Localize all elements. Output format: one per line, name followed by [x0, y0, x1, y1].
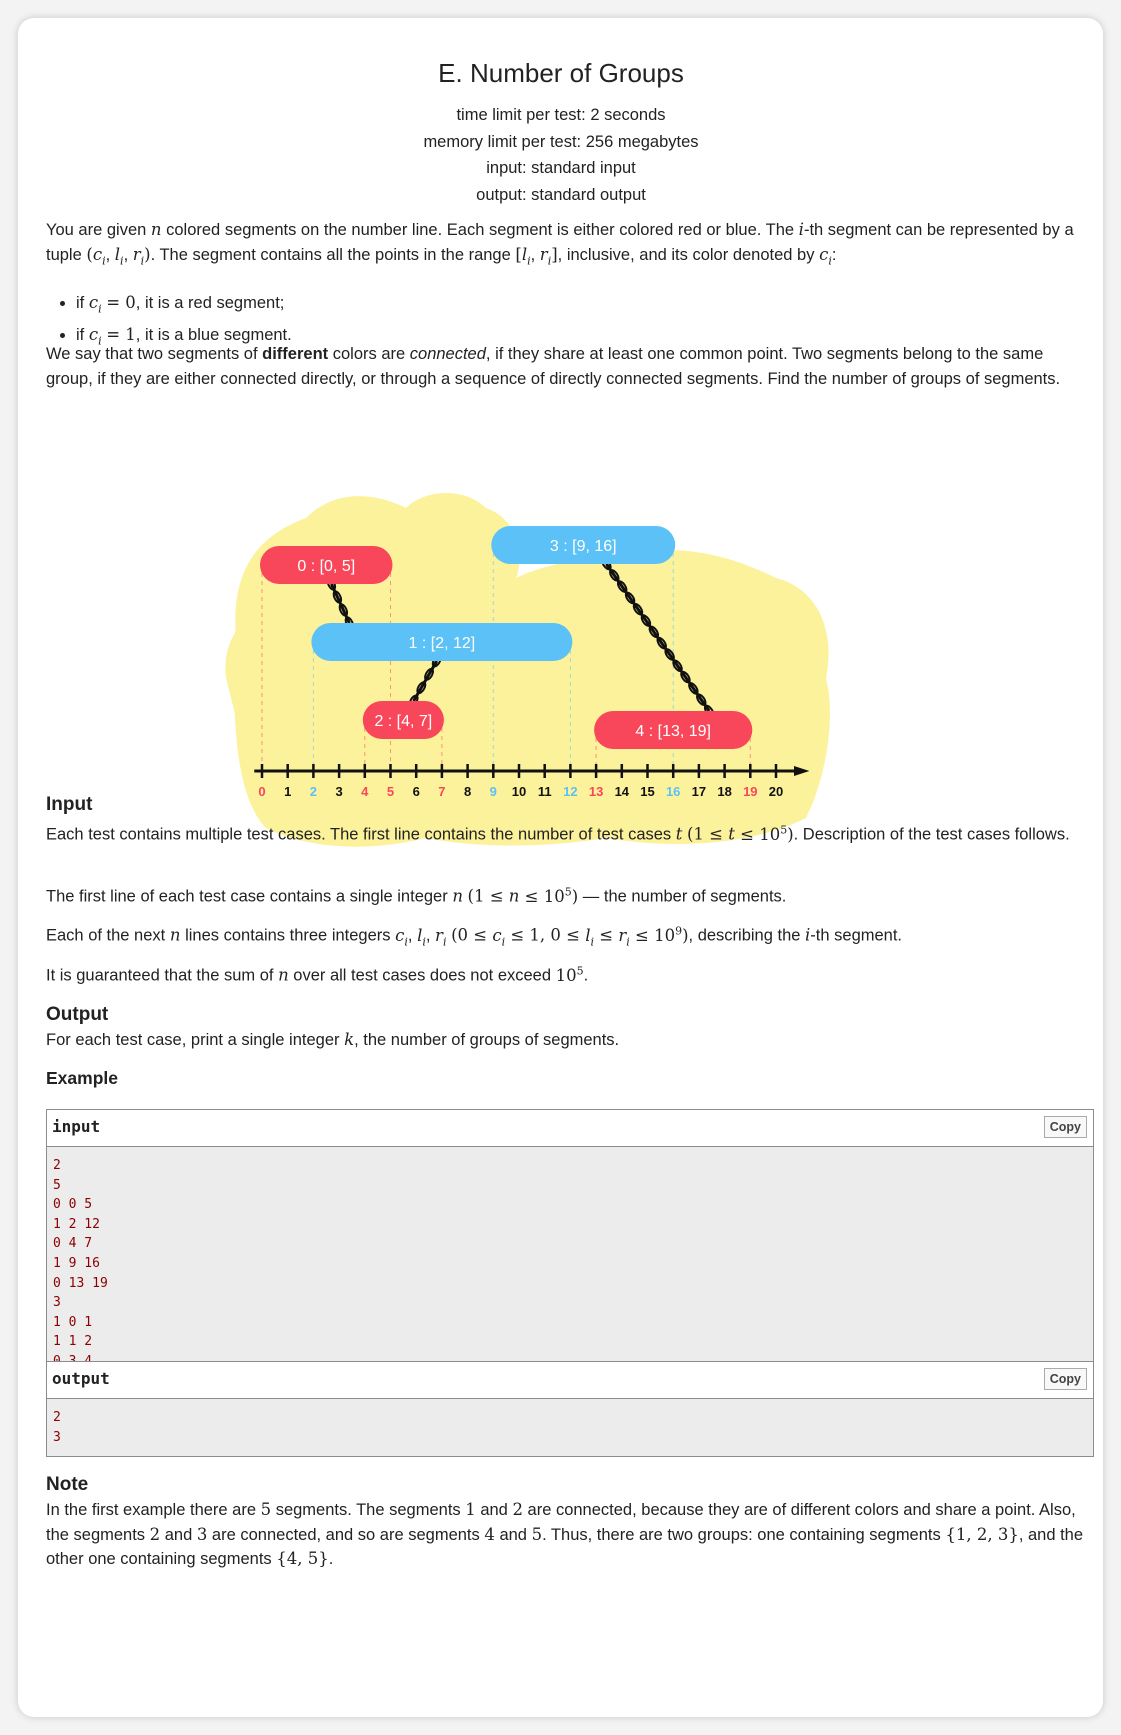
tick-label: 7 [438, 784, 446, 799]
tick-label: 14 [614, 784, 630, 799]
time-limit: time limit per test: 2 seconds [456, 106, 666, 124]
segment-label: 4 : [13, 19] [635, 723, 712, 740]
tick-label: 15 [640, 784, 655, 799]
tick-label: 12 [563, 784, 578, 799]
copy-output-button[interactable]: Copy [1044, 1368, 1087, 1390]
tick-label: 6 [412, 784, 420, 799]
segment-label: 2 : [4, 7] [374, 713, 433, 730]
output-desc: For each test case, print a single integer k, the number of groups of segments. [46, 1030, 620, 1049]
problem-card [18, 18, 1103, 1717]
tick-label: 5 [386, 784, 395, 799]
example-input-label: input [52, 1117, 101, 1136]
example-output-box [46, 1361, 1094, 1457]
statement-intro: You are given n colored segments on the number line. Each segment is either colored red or blue. The i-th segment can be represented by a tuple ($c_i$, $l_i$, $r_i$). The segment contains all the points in the range [$l_i$, $r_i$], inclusive, and its color denoted by $c_i$: [46, 220, 1074, 267]
tick-label: 19 [743, 784, 758, 799]
segment-label: 0 : [0, 5] [297, 558, 356, 575]
copy-input-button[interactable]: Copy [1044, 1116, 1087, 1138]
example-input-box [46, 1109, 1094, 1363]
statement-connected: We say that two segments of different colors are connected, if they share at least one common point. Two segments belong to the same group, if they are either connected directly, or through a sequence of directly connected segments. Find the number of groups of segments. [46, 345, 1061, 388]
input-desc-4: It is guaranteed that the sum of n over all test cases does not exceed $10^5$. [46, 964, 589, 985]
tick-label: 2 [309, 784, 318, 799]
problem-title: E. Number of Groups [438, 58, 684, 88]
example-output-text: 2 3 [53, 1410, 61, 1445]
tick-label: 11 [537, 784, 552, 799]
output-heading: Output [46, 1004, 109, 1025]
tick-label: 18 [717, 784, 732, 799]
example-input-text: 2 5 0 0 5 1 2 12 0 4 7 1 9 16 0 13 19 3 1 0 1 1 1 2 [53, 1158, 108, 1350]
example-output-header [47, 1362, 1093, 1399]
rule-red: • if $c_i = 0$, it is a red segment; [76, 290, 292, 322]
example-heading: Example [46, 1068, 118, 1088]
memory-limit: memory limit per test: 256 megabytes [423, 132, 699, 151]
tick-label: 16 [665, 784, 681, 799]
segment-label: 1 : [2, 12] [408, 635, 476, 652]
input-spec: input: standard input [486, 159, 636, 177]
input-heading: Input [46, 794, 93, 815]
tick-label: 1 [284, 784, 292, 799]
limits-block [46, 102, 1076, 208]
input-desc-1: Each test contains multiple test cases. The first line contains the number of test cases t $(1 \le t \le 10^5)$. Description of the test cases follows. [46, 823, 1070, 844]
tick-label: 4 [361, 784, 369, 799]
tick-label: 8 [463, 784, 472, 799]
example-output-label: output [52, 1369, 110, 1388]
rule-blue: • if $c_i = 1$, it is a blue segment. [76, 322, 292, 354]
note-heading: Note [46, 1474, 89, 1495]
tick-label: 9 [489, 784, 497, 799]
tick-label: 10 [511, 784, 527, 799]
output-spec: output: standard output [476, 185, 646, 204]
tick-label: 20 [768, 784, 784, 799]
tick-label: 3 [335, 784, 343, 799]
example-input-header [47, 1110, 1093, 1147]
input-desc-2: The first line of each test case contains a single integer n $(1 \le n \le 10^5)$ — the number of segments. [46, 885, 787, 906]
tick-label: 0 [258, 784, 266, 799]
segment-label: 3 : [9, 16] [549, 538, 617, 555]
input-desc-3: Each of the next n lines contains three integers $c_i$, $l_i$, $r_i$ ($0 \le c_i \le 1$, $0 \le l_i \le r_i \le 10^9$), describing the i-th segment. [46, 924, 903, 948]
tick-label: 13 [588, 784, 604, 799]
note-text: In the first example there are 5 segments. The segments 1 and 2 are connected, because they are of different colors and share a point. Also, the segments 2 and 3 are connected, and so are segments 4 and 5. Thus, there are two groups: one containing segments {1, 2, 3}, and the other one containing segments {4, 5}. [46, 1500, 1084, 1568]
tick-label: 17 [691, 784, 707, 799]
